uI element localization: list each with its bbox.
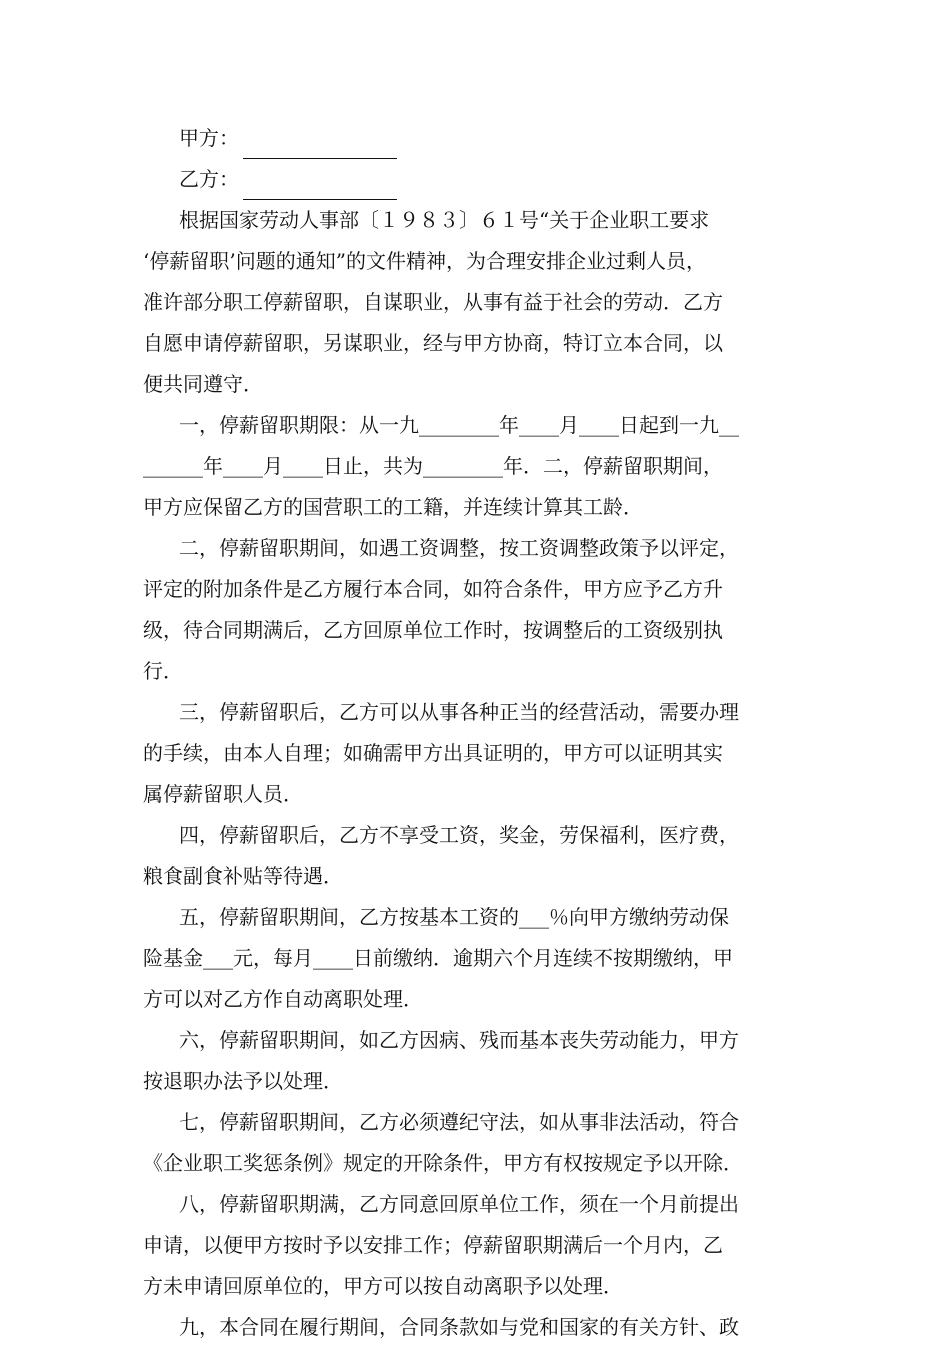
clause-8-line: 八，停薪留职期满，乙方同意回原单位工作，须在一个月前提出: [179, 1192, 739, 1216]
clause-1-line: 一，停薪留职期限：从一九________年____月____日起到一九__: [179, 413, 739, 437]
party-a-blank: [243, 132, 397, 159]
clause-1-line: ______年____月____日止，共为________年．二，停薪留职期间，: [143, 454, 723, 478]
clause-7-line: 《企业职工奖惩条例》规定的开除条件，甲方有权按规定予以开除．: [143, 1151, 743, 1175]
clause-5-line: 险基金___元，每月____日前缴纳．逾期六个月连续不按期缴纳，甲: [143, 946, 733, 970]
clause-3-line: 三，停薪留职后，乙方可以从事各种正当的经营活动，需要办理: [179, 700, 739, 724]
clause-8-line: 申请，以便甲方按时予以安排工作；停薪留职期满后一个月内，乙: [143, 1233, 723, 1257]
clause-5-line: 方可以对乙方作自动离职处理．: [143, 987, 423, 1011]
party-b-blank: [243, 173, 397, 200]
party-b-label: 乙方：: [179, 167, 239, 191]
preamble-line: 根据国家劳动人事部〔１９８３〕６１号“关于企业职工要求: [179, 208, 710, 232]
preamble-line: 准许部分职工停薪留职，自谋职业，从事有益于社会的劳动．乙方: [143, 290, 723, 314]
clause-4-line: 四，停薪留职后，乙方不享受工资，奖金，劳保福利，医疗费，: [179, 823, 739, 847]
contract-body: [143, 118, 809, 1348]
clause-2-line: 行．: [143, 659, 183, 683]
clause-1-line: 甲方应保留乙方的国营职工的工籍，并连续计算其工龄．: [143, 495, 643, 519]
clause-8-line: 方未申请回原单位的，甲方可以按自动离职予以处理．: [143, 1274, 623, 1298]
party-b-line: [143, 159, 809, 200]
clause-3-line: 属停薪留职人员．: [143, 782, 303, 806]
preamble-line: 自愿申请停薪留职，另谋职业，经与甲方协商，特订立本合同，以: [143, 331, 723, 355]
clause-2-line: 二，停薪留职期间，如遇工资调整，按工资调整政策予以评定，: [179, 536, 739, 560]
clause-2-line: 级，待合同期满后，乙方回原单位工作时，按调整后的工资级别执: [143, 618, 723, 642]
preamble-line: 便共同遵守．: [143, 372, 263, 396]
clause-2-line: 评定的附加条件是乙方履行本合同，如符合条件，甲方应予乙方升: [143, 577, 723, 601]
clause-5-line: 五，停薪留职期间，乙方按基本工资的___％向甲方缴纳劳动保: [179, 905, 729, 929]
party-a-label: 甲方：: [179, 126, 239, 150]
clause-3-line: 的手续，由本人自理；如确需甲方出具证明的，甲方可以证明其实: [143, 741, 723, 765]
clause-6-line: 六，停薪留职期间，如乙方因病、残而基本丧失劳动能力，甲方: [179, 1028, 739, 1052]
clause-6-line: 按退职办法予以处理．: [143, 1069, 343, 1093]
preamble-line: ‘停薪留职’问题的通知”的文件精神，为合理安排企业过剩人员，: [143, 249, 706, 273]
clause-4-line: 粮食副食补贴等待遇．: [143, 864, 343, 888]
party-a-line: [143, 118, 809, 159]
clause-9-line: 九，本合同在履行期间，合同条款如与党和国家的有关方针、政: [179, 1315, 739, 1339]
clause-7-line: 七，停薪留职期间，乙方必须遵纪守法，如从事非法活动，符合: [179, 1110, 739, 1134]
